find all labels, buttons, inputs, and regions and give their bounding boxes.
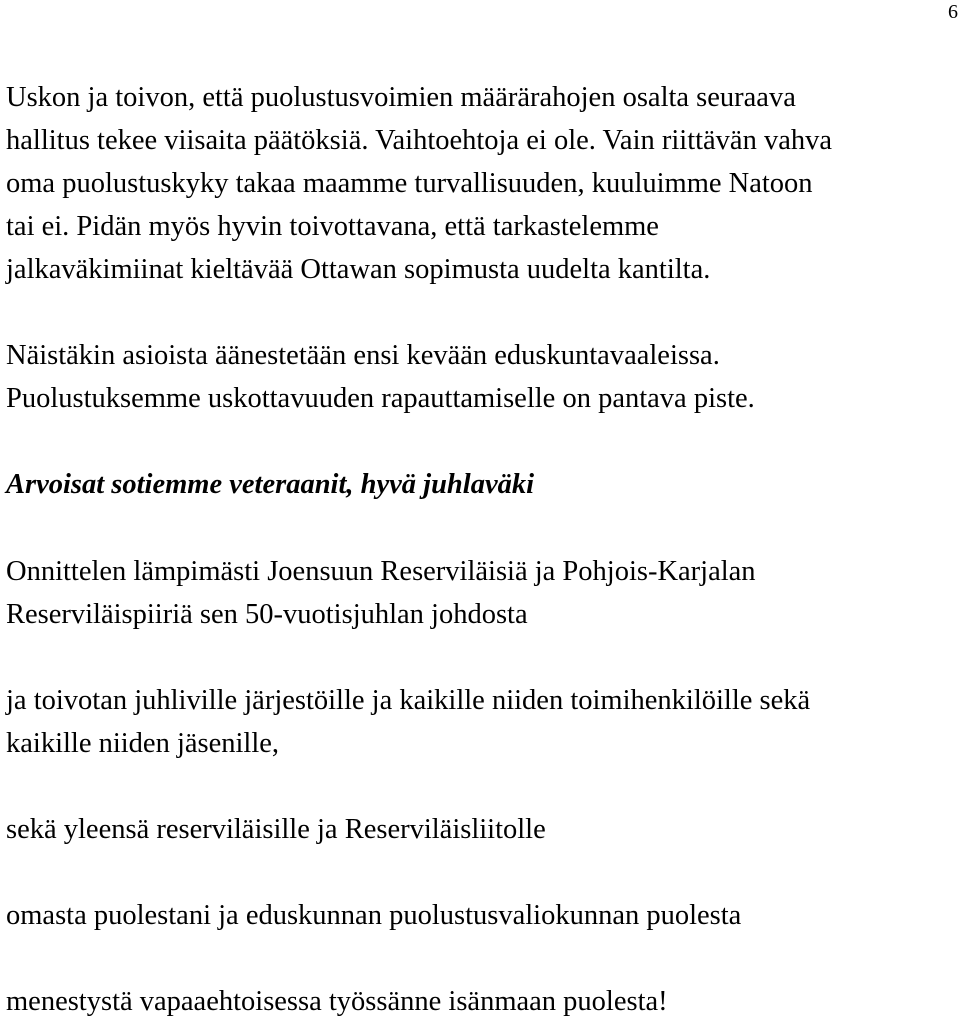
paragraph-wishes	[6, 679, 956, 765]
paragraph-line: Reserviläispiiriä sen 50-vuotisjuhlan johdosta	[6, 599, 528, 630]
paragraph-line: jalkaväkimiinat kieltävää Ottawan sopimusta uudelta kantilta.	[6, 254, 711, 285]
page-number: 6	[948, 1, 958, 23]
paragraph-line: Onnittelen lämpimästi Joensuun Reserviläisiä ja Pohjois-Karjalan	[6, 556, 756, 587]
paragraph-line: omasta puolestani ja eduskunnan puolustusvaliokunnan puolesta	[6, 900, 742, 931]
paragraph-closing	[6, 980, 956, 1023]
paragraph-line: menestystä vapaaehtoisessa työssänne isänmaan puolesta!	[6, 986, 668, 1017]
heading-line: Arvoisat sotiemme veteraanit, hyvä juhlaväki	[6, 469, 535, 500]
paragraph-line: hallitus tekee viisaita päätöksiä. Vaihtoehtoja ei ole. Vain riittävän vahva	[6, 125, 832, 156]
paragraph-congratulations	[6, 550, 956, 636]
paragraph-reservists	[6, 808, 956, 851]
paragraph-line: sekä yleensä reserviläisille ja Reserviläisliitolle	[6, 814, 546, 845]
paragraph-line: Puolustuksemme uskottavuuden rapauttamiselle on pantava piste.	[6, 383, 755, 414]
paragraph-on-behalf	[6, 894, 956, 937]
paragraph-line: Uskon ja toivon, että puolustusvoimien määrärahojen osalta seuraava	[6, 82, 796, 113]
paragraph-line: Näistäkin asioista äänestetään ensi kevään eduskuntavaaleissa.	[6, 340, 720, 371]
paragraph-line: oma puolustuskyky takaa maamme turvallisuuden, kuuluimme Natoon	[6, 168, 813, 199]
paragraph-line: tai ei. Pidän myös hyvin toivottavana, että tarkastelemme	[6, 211, 659, 242]
paragraph-elections	[6, 334, 956, 420]
paragraph-line: ja toivotan juhliville järjestöille ja kaikille niiden toimihenkilöille sekä	[6, 685, 811, 716]
heading-veterans	[6, 463, 956, 506]
paragraph-defense-budget	[6, 76, 956, 291]
paragraph-line: kaikille niiden jäsenille,	[6, 728, 280, 759]
